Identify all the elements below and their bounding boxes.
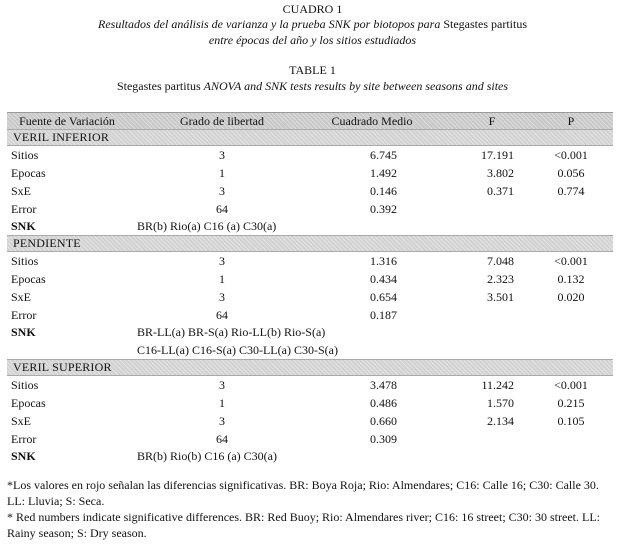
table-row [7,252,613,270]
f-cell: 2.134 [487,414,514,428]
section-band-veril-superior [7,359,613,376]
caption-es-line2: entre épocas del año y los sitios estudiados [208,33,417,47]
snk-result: BR(b) Rio(b) C16 (a) C30(a) [137,449,277,463]
snk-label: SNK [11,219,36,233]
ms-cell: 1.316 [370,254,397,268]
source-cell: Error [11,308,37,322]
p-cell: <0.001 [554,148,588,162]
f-cell: 3.802 [487,166,514,180]
source-cell: SxE [11,414,32,428]
df-cell: 3 [219,290,225,304]
caption-es-species: Stegastes partitus [443,17,527,31]
source-cell: Error [11,432,37,446]
snk-label: SNK [11,325,36,339]
section-title: VERIL SUPERIOR [13,360,112,374]
ms-cell: 3.478 [370,378,397,392]
ms-cell: 0.309 [370,432,397,446]
df-cell: 1 [219,166,225,180]
p-cell: 0.774 [557,184,585,198]
footnotes [7,477,617,541]
ms-cell: 0.146 [370,184,397,198]
table-row [7,306,613,324]
source-cell: Epocas [11,166,46,180]
source-cell: Sitios [11,254,39,268]
table-header [7,112,613,130]
source-cell: Error [11,202,37,216]
col-ms-header: Cuadrado Medio [331,114,413,128]
df-cell: 3 [219,254,225,268]
footnote-en: * Red numbers indicate significative differences. BR: Red Buoy; Rio: Almendares river; C16: 16 street; C30: 30 street. LL: Rainy season; S: Dry season. [7,510,600,540]
df-cell: 64 [216,308,228,322]
df-cell: 3 [219,184,225,198]
f-cell: 2.323 [487,272,514,286]
df-cell: 3 [219,148,225,162]
table-row [7,146,613,164]
snk-label: SNK [11,449,36,463]
col-df-header: Grado de libertad [180,114,264,128]
p-cell: 0.020 [557,290,585,304]
source-cell: Sitios [11,148,39,162]
table-row [7,164,613,182]
f-cell: 1.570 [487,396,514,410]
p-cell: 0.056 [557,166,585,180]
source-cell: SxE [11,290,32,304]
snk-result-line1: BR-LL(a) BR-S(a) Rio-LL(b) Rio-S(a) [137,325,326,339]
section-title: VERIL INFERIOR [13,130,110,144]
col-p-header: P [567,114,575,128]
p-cell: <0.001 [554,254,588,268]
ms-cell: 0.654 [370,290,397,304]
table-row [7,288,613,306]
source-cell: Epocas [11,396,46,410]
ms-cell: 6.745 [370,148,397,162]
section-title: PENDIENTE [13,236,81,250]
f-cell: 0.371 [487,184,514,198]
caption-en-species: Stegastes partitus [116,79,201,93]
ms-cell: 0.392 [370,202,397,216]
col-f-header: F [488,114,496,128]
f-cell: 17.191 [481,148,514,162]
table-row [7,412,613,430]
f-cell: 3.501 [487,290,514,304]
df-cell: 1 [219,272,225,286]
section-band-veril-inferior [7,129,613,146]
cuadro-title: CUADRO 1 [282,2,343,16]
caption-en-text: ANOVA and SNK tests results by site between seasons and sites [203,79,509,93]
table-row [7,430,613,448]
table-row [7,376,613,394]
ms-cell: 0.660 [370,414,397,428]
ms-cell: 0.434 [370,272,397,286]
source-cell: Epocas [11,272,46,286]
df-cell: 64 [216,202,228,216]
p-cell: 0.215 [557,396,585,410]
f-cell: 7.048 [487,254,514,268]
table-title: TABLE 1 [289,63,336,77]
table-row [7,182,613,200]
source-cell: Sitios [11,378,39,392]
p-cell: 0.132 [557,272,585,286]
table-row [7,270,613,288]
footnote-es: *Los valores en rojo señalan las diferencias significativas. BR: Boya Roja; Rio: Almendares; C16: Calle 16; C30: Calle 30. LL: Lluvia; S: Seca. [7,478,599,508]
df-cell: 3 [219,378,225,392]
p-cell: 0.105 [557,414,585,428]
section-band-pendiente [7,235,613,252]
caption-es-text: Resultados del análisis de varianza y la prueba SNK por biotopos para [98,17,441,31]
caption-en [0,79,625,94]
table-row [7,394,613,412]
col-source-header: Fuente de Variación [19,114,115,128]
source-cell: SxE [11,184,32,198]
ms-cell: 0.486 [370,396,397,410]
ms-cell: 0.187 [370,308,397,322]
snk-result: BR(b) Rio(a) C16 (a) C30(a) [137,219,277,233]
ms-cell: 1.492 [370,166,397,180]
snk-result-line2: C16-LL(a) C16-S(a) C30-LL(a) C30-S(a) [137,343,338,357]
f-cell: 11.242 [481,378,514,392]
df-cell: 3 [219,414,225,428]
caption-es-line1 [0,17,625,32]
table-row [7,200,613,218]
p-cell: <0.001 [554,378,588,392]
df-cell: 64 [216,432,228,446]
df-cell: 1 [219,396,225,410]
